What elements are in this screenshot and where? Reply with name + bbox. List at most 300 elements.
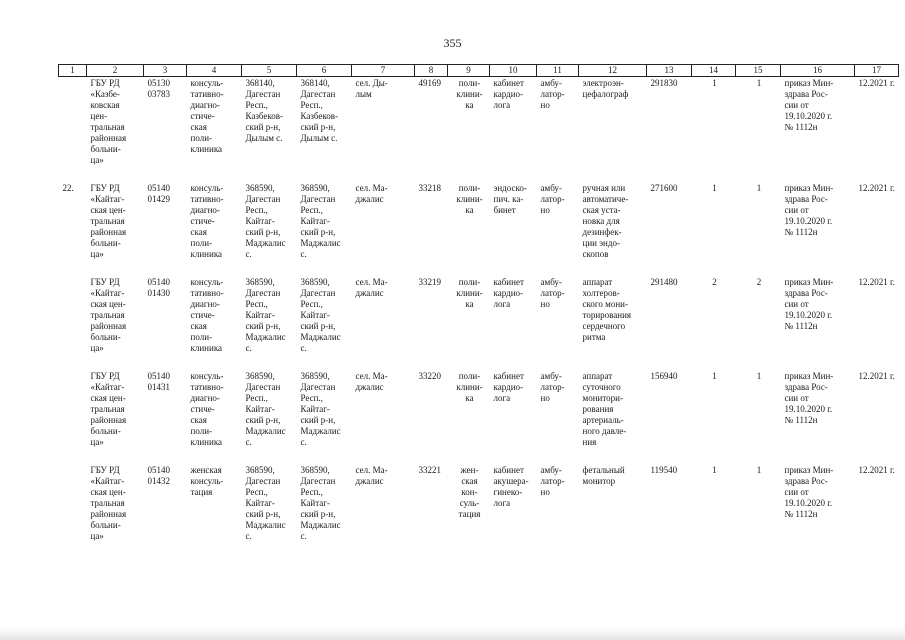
column-header: 12	[579, 65, 647, 77]
cell-line: ский р-н,	[300, 509, 336, 519]
equipment-cell	[579, 370, 647, 464]
cell-line: тральная	[90, 498, 125, 508]
cell-line: 01430	[147, 288, 170, 298]
cell-line: с.	[245, 249, 252, 259]
cell-line: консуль-	[190, 183, 224, 193]
unit-cell	[448, 77, 490, 183]
cell-line: приказ Мин-	[784, 277, 834, 287]
cell-line: Казбеков-	[300, 111, 339, 121]
cell-line: Маджалис	[245, 520, 286, 530]
cell-line: тральная	[90, 122, 125, 132]
cell-line: ская	[190, 321, 207, 331]
cell-line: ская	[190, 122, 207, 132]
order-cell	[781, 370, 855, 464]
cell-line: сии от	[784, 393, 809, 403]
cell-line: тральная	[90, 404, 125, 414]
room-cell	[490, 182, 537, 276]
facility-type-cell	[187, 182, 242, 276]
cell-line: поли-	[458, 277, 481, 287]
cell-line: монитор	[582, 476, 616, 486]
cell-line: 368590,	[245, 465, 275, 475]
cell-line: 368590,	[300, 277, 330, 287]
cell-line: Кайтаг-	[245, 310, 275, 320]
cell-line: кабинет	[493, 277, 524, 287]
cell-line: стиче-	[190, 216, 215, 226]
cell-line: суточного	[582, 382, 621, 392]
cell-line: здрава Рос-	[784, 288, 828, 298]
cell-line: «Кайтаг-	[90, 288, 125, 298]
cell-line: ручная или	[582, 183, 626, 193]
cell-line: но	[540, 205, 550, 215]
cell-line: ская	[190, 415, 207, 425]
organization-cell	[87, 182, 144, 276]
equipment-cell	[579, 77, 647, 183]
cell-line: Респ.,	[300, 393, 323, 403]
cell-line: тативно-	[190, 288, 224, 298]
id-cell: 33220	[418, 371, 441, 381]
cell-line: цен-	[90, 111, 108, 121]
room-cell	[490, 464, 537, 558]
cell-line: тативно-	[190, 89, 224, 99]
cell-line: с.	[300, 343, 307, 353]
cell-line: сии от	[784, 205, 809, 215]
page-number: 355	[443, 36, 462, 50]
id-cell: 33218	[418, 183, 441, 193]
equipment-cell	[579, 464, 647, 558]
cell-line: монитори-	[582, 393, 623, 403]
cell-line: приказ Мин-	[784, 78, 834, 88]
column-header: 2	[87, 65, 144, 77]
cell-line: латор-	[540, 476, 565, 486]
cell-line: больни-	[90, 238, 121, 248]
cell-line: Маджалис	[245, 238, 286, 248]
cell-line: торирования	[582, 310, 632, 320]
cell-line: стиче-	[190, 404, 215, 414]
cell-line: ка	[465, 205, 474, 215]
row-number	[59, 276, 87, 370]
cell-line: но	[540, 393, 550, 403]
cell-line: латор-	[540, 194, 565, 204]
column-number-row	[59, 65, 899, 77]
cell-line: районная	[90, 321, 127, 331]
cell-line: консуль-	[190, 277, 224, 287]
column-header: 1	[59, 65, 87, 77]
cell-line: Кайтаг-	[300, 498, 330, 508]
cell-line: диагно-	[190, 100, 220, 110]
cell-line: ца»	[90, 249, 104, 259]
date-cell: 12.2021 г.	[858, 277, 895, 287]
column-header: 14	[692, 65, 736, 77]
cell-line: лога	[493, 299, 511, 309]
cell-line: Дылым с.	[300, 133, 338, 143]
cell-line: акушера-	[493, 476, 529, 486]
column-header: 17	[855, 65, 899, 77]
quantity-cell: 1	[712, 465, 717, 475]
quantity-cell: 1	[756, 465, 762, 475]
organization-cell	[87, 77, 144, 183]
cell-line: районная	[90, 227, 127, 237]
column-header: 10	[490, 65, 537, 77]
cell-line: Маджалис	[300, 426, 341, 436]
cell-line: с.	[245, 343, 252, 353]
address-cell	[242, 370, 297, 464]
cell-line: тативно-	[190, 382, 224, 392]
cell-line: 368590,	[300, 465, 330, 475]
cell-line: ГБУ РД	[90, 277, 120, 287]
address-cell	[242, 464, 297, 558]
cell-line: автоматиче-	[582, 194, 629, 204]
organization-cell	[87, 276, 144, 370]
code-cell	[144, 182, 187, 276]
cell-line: районная	[90, 133, 127, 143]
cell-line: ский р-н,	[245, 122, 281, 132]
cell-line: дезинфек-	[582, 227, 622, 237]
equipment-cell	[579, 276, 647, 370]
cell-line: бинет	[493, 205, 516, 215]
quantity-cell: 1	[712, 371, 717, 381]
price-cell: 291830	[650, 78, 678, 88]
table-row	[59, 182, 899, 276]
cell-line: Казбеков-	[245, 111, 284, 121]
cell-line: клиника	[190, 437, 223, 447]
date-cell: 12.2021 г.	[858, 465, 895, 475]
cell-line: здрава Рос-	[784, 89, 828, 99]
cell-line: амбу-	[540, 371, 562, 381]
facility-type-cell	[187, 464, 242, 558]
cell-line: рования	[582, 404, 614, 414]
cell-line: «Кайтаг-	[90, 476, 125, 486]
cell-line: амбу-	[540, 78, 562, 88]
cell-line: тация	[458, 509, 481, 519]
room-cell	[490, 77, 537, 183]
cell-line: стиче-	[190, 111, 215, 121]
cell-line: Дагестан	[245, 89, 281, 99]
cell-line: Респ.,	[245, 299, 268, 309]
cell-line: гинеко-	[493, 487, 523, 497]
cell-line: Кайтаг-	[300, 404, 330, 414]
cell-line: районная	[90, 509, 127, 519]
cell-line: лога	[493, 100, 511, 110]
column-header: 7	[352, 65, 415, 77]
cell-line: № 1112н	[784, 122, 818, 132]
cell-line: 368590,	[245, 371, 275, 381]
organization-cell	[87, 464, 144, 558]
cell-line: больни-	[90, 144, 121, 154]
cell-line: электроэн-	[582, 78, 624, 88]
cell-line: клини-	[456, 89, 483, 99]
column-header: 11	[537, 65, 579, 77]
cell-line: 01429	[147, 194, 170, 204]
cell-line: Респ.,	[245, 205, 268, 215]
cell-line: 19.10.2020 г.	[784, 111, 833, 121]
cell-line: поли-	[190, 426, 213, 436]
quantity-cell: 1	[756, 183, 762, 193]
cell-line: ская цен-	[90, 393, 126, 403]
cell-line: с.	[300, 437, 307, 447]
cell-line: ния	[582, 437, 597, 447]
cell-line: Кайтаг-	[245, 404, 275, 414]
cell-line: жен-	[460, 465, 479, 475]
cell-line: диагно-	[190, 299, 220, 309]
settlement-cell	[352, 77, 415, 183]
cell-line: «Казбе-	[90, 89, 120, 99]
cell-line: скопов	[582, 249, 609, 259]
cell-line: ца»	[90, 343, 104, 353]
cell-line: Дагестан	[300, 288, 336, 298]
column-header: 9	[448, 65, 490, 77]
cell-line: Маджалис	[300, 332, 341, 342]
facility-type-cell	[187, 276, 242, 370]
cell-line: 19.10.2020 г.	[784, 404, 833, 414]
cell-line: клини-	[456, 288, 483, 298]
address-cell	[297, 77, 352, 183]
cell-line: «Кайтаг-	[90, 194, 125, 204]
cell-line: фетальный	[582, 465, 625, 475]
row-number: 22.	[62, 183, 74, 193]
cell-line: амбу-	[540, 183, 562, 193]
cell-line: латор-	[540, 89, 565, 99]
cell-line: пич. ка-	[493, 194, 524, 204]
unit-cell	[448, 370, 490, 464]
cell-line: Кайтаг-	[245, 498, 275, 508]
cell-line: кардио-	[493, 288, 524, 298]
cell-line: сел. Ма-	[355, 371, 388, 381]
cell-line: тральная	[90, 310, 125, 320]
cell-line: суль-	[459, 498, 480, 508]
address-cell	[297, 464, 352, 558]
cell-line: тральная	[90, 216, 125, 226]
settlement-cell	[352, 182, 415, 276]
cell-line: Кайтаг-	[300, 216, 330, 226]
cell-line: с.	[245, 437, 252, 447]
cell-line: консуль-	[190, 78, 224, 88]
settlement-cell	[352, 370, 415, 464]
date-cell: 12.2021 г.	[858, 371, 895, 381]
order-cell	[781, 77, 855, 183]
column-header: 6	[297, 65, 352, 77]
cell-line: больни-	[90, 520, 121, 530]
cell-line: Дагестан	[245, 382, 281, 392]
address-cell	[297, 182, 352, 276]
mode-cell	[537, 464, 579, 558]
cell-line: 368140,	[300, 78, 330, 88]
cell-line: Дагестан	[300, 382, 336, 392]
cell-line: консуль-	[190, 371, 224, 381]
table-row	[59, 370, 899, 464]
room-cell	[490, 370, 537, 464]
equipment-cell	[579, 182, 647, 276]
cell-line: лога	[493, 498, 511, 508]
cell-line: джалис	[355, 382, 384, 392]
quantity-cell: 2	[756, 277, 762, 287]
unit-cell	[448, 464, 490, 558]
room-cell	[490, 276, 537, 370]
cell-line: ции эндо-	[582, 238, 620, 248]
cell-line: Дылым с.	[245, 133, 283, 143]
cell-line: 368590,	[245, 277, 275, 287]
cell-line: клиника	[190, 343, 223, 353]
cell-line: Маджалис	[245, 332, 286, 342]
price-cell: 119540	[650, 465, 678, 475]
cell-line: кабинет	[493, 78, 524, 88]
cell-line: Маджалис	[245, 426, 286, 436]
cell-line: здрава Рос-	[784, 476, 828, 486]
code-cell	[144, 370, 187, 464]
cell-line: клиника	[190, 249, 223, 259]
row-number	[59, 77, 87, 183]
cell-line: Кайтаг-	[245, 216, 275, 226]
column-header: 3	[144, 65, 187, 77]
cell-line: джалис	[355, 288, 384, 298]
cell-line: 05140	[147, 465, 170, 475]
cell-line: кабинет	[493, 371, 524, 381]
cell-line: джалис	[355, 476, 384, 486]
column-header: 5	[242, 65, 297, 77]
cell-line: ская цен-	[90, 487, 126, 497]
cell-line: № 1112н	[784, 415, 818, 425]
cell-line: Респ.,	[300, 205, 323, 215]
cell-line: Респ.,	[245, 393, 268, 403]
cell-line: ский р-н,	[245, 227, 281, 237]
price-cell: 291480	[650, 277, 678, 287]
cell-line: приказ Мин-	[784, 183, 834, 193]
organization-cell	[87, 370, 144, 464]
cell-line: № 1112н	[784, 321, 818, 331]
cell-line: Респ.,	[245, 487, 268, 497]
cell-line: Респ.,	[245, 100, 268, 110]
cell-line: ца»	[90, 531, 104, 541]
cell-line: сии от	[784, 487, 809, 497]
cell-line: ка	[465, 299, 474, 309]
mode-cell	[537, 182, 579, 276]
cell-line: районная	[90, 415, 127, 425]
cell-line: цефалограф	[582, 89, 629, 99]
cell-line: поли-	[190, 133, 213, 143]
cell-line: аппарат	[582, 371, 613, 381]
equipment-table	[58, 64, 899, 558]
price-cell: 271600	[650, 183, 678, 193]
cell-line: сии от	[784, 299, 809, 309]
cell-line: 05140	[147, 277, 170, 287]
cell-line: 19.10.2020 г.	[784, 216, 833, 226]
table-body	[59, 77, 899, 559]
cell-line: сел. Ма-	[355, 465, 388, 475]
cell-line: ский р-н,	[245, 509, 281, 519]
cell-line: ка	[465, 100, 474, 110]
cell-line: Дагестан	[300, 89, 336, 99]
cell-line: консуль-	[190, 476, 224, 486]
unit-cell	[448, 182, 490, 276]
cell-line: здрава Рос-	[784, 382, 828, 392]
cell-line: сердечного	[582, 321, 626, 331]
cell-line: 05140	[147, 183, 170, 193]
cell-line: ского мони-	[582, 299, 628, 309]
cell-line: ская цен-	[90, 299, 126, 309]
cell-line: приказ Мин-	[784, 371, 834, 381]
cell-line: Дагестан	[300, 194, 336, 204]
cell-line: здрава Рос-	[784, 194, 828, 204]
address-cell	[297, 370, 352, 464]
settlement-cell	[352, 464, 415, 558]
id-cell: 33219	[418, 277, 441, 287]
code-cell	[144, 276, 187, 370]
cell-line: 05130	[147, 78, 170, 88]
cell-line: поли-	[458, 371, 481, 381]
cell-line: 01431	[147, 382, 170, 392]
cell-line: с.	[300, 249, 307, 259]
cell-line: эндоско-	[493, 183, 527, 193]
cell-line: сел. Ма-	[355, 183, 388, 193]
cell-line: кардио-	[493, 89, 524, 99]
cell-line: поли-	[190, 332, 213, 342]
code-cell	[144, 77, 187, 183]
cell-line: Маджалис	[300, 238, 341, 248]
cell-line: латор-	[540, 382, 565, 392]
cell-line: лога	[493, 393, 511, 403]
code-cell	[144, 464, 187, 558]
cell-line: ский р-н,	[245, 415, 281, 425]
row-number	[59, 370, 87, 464]
settlement-cell	[352, 276, 415, 370]
cell-line: Дагестан	[300, 476, 336, 486]
column-header: 13	[647, 65, 692, 77]
cell-line: поли-	[458, 183, 481, 193]
quantity-cell: 1	[712, 183, 717, 193]
address-cell	[242, 276, 297, 370]
mode-cell	[537, 370, 579, 464]
cell-line: сии от	[784, 100, 809, 110]
cell-line: амбу-	[540, 465, 562, 475]
address-cell	[242, 182, 297, 276]
cell-line: ский р-н,	[245, 321, 281, 331]
cell-line: сел. Ма-	[355, 277, 388, 287]
address-cell	[297, 276, 352, 370]
cell-line: диагно-	[190, 205, 220, 215]
cell-line: ГБУ РД	[90, 465, 120, 475]
cell-line: поли-	[458, 78, 481, 88]
cell-line: ца»	[90, 155, 104, 165]
price-cell: 156940	[650, 371, 678, 381]
cell-line: с.	[300, 531, 307, 541]
column-header: 16	[781, 65, 855, 77]
column-header: 15	[736, 65, 781, 77]
cell-line: 368140,	[245, 78, 275, 88]
cell-line: ский р-н,	[300, 122, 336, 132]
cell-line: клиника	[190, 144, 223, 154]
cell-line: 19.10.2020 г.	[784, 498, 833, 508]
cell-line: Респ.,	[300, 299, 323, 309]
cell-line: 05140	[147, 371, 170, 381]
table-row	[59, 77, 899, 183]
column-header: 8	[415, 65, 448, 77]
cell-line: 19.10.2020 г.	[784, 310, 833, 320]
cell-line: джалис	[355, 194, 384, 204]
cell-line: Дагестан	[245, 476, 281, 486]
column-header: 4	[187, 65, 242, 77]
quantity-cell: 1	[756, 78, 762, 88]
cell-line: Дагестан	[245, 288, 281, 298]
cell-line: ский р-н,	[300, 321, 336, 331]
date-cell: 12.2021 г.	[858, 78, 895, 88]
cell-line: амбу-	[540, 277, 562, 287]
cell-line: аппарат	[582, 277, 613, 287]
cell-line: поли-	[190, 238, 213, 248]
unit-cell	[448, 276, 490, 370]
cell-line: «Кайтаг-	[90, 382, 125, 392]
cell-line: ковская	[90, 100, 120, 110]
cell-line: ритма	[582, 332, 606, 342]
cell-line: Дагестан	[245, 194, 281, 204]
